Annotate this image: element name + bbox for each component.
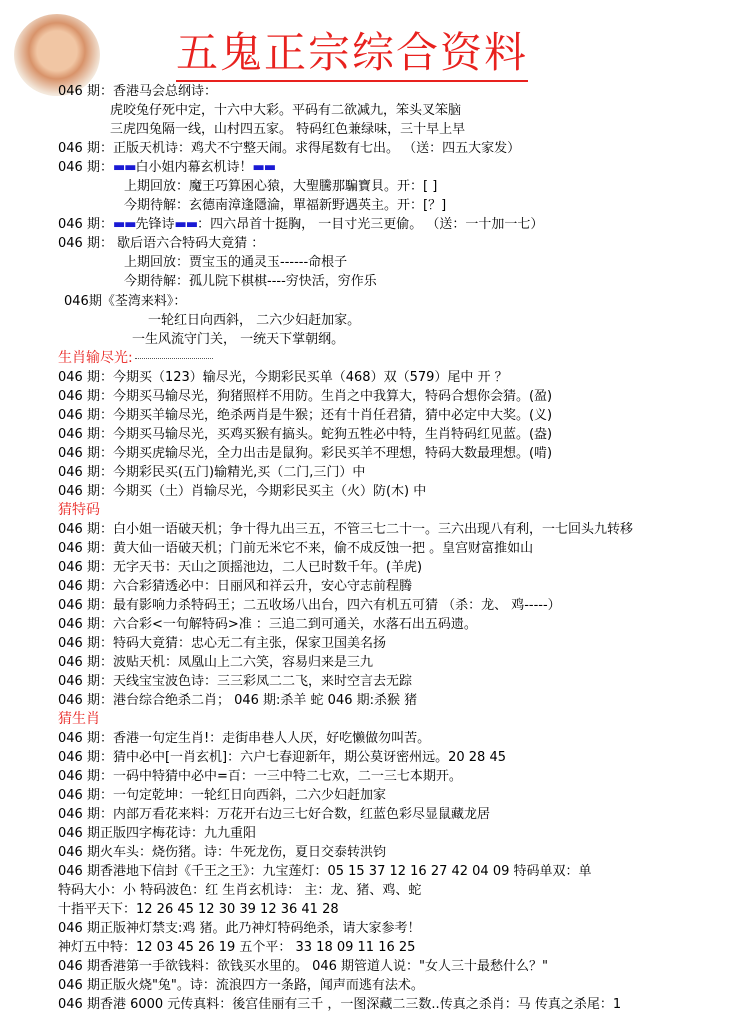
text-line [124,253,347,272]
text-line [58,139,520,158]
text-line [58,615,477,634]
text-line [58,786,386,805]
line-text: 三虎四兔隔一线，山村四五家。 特码红色兼绿味，三十早上早 [110,122,466,137]
text-line [58,995,621,1014]
text-line [58,482,426,501]
line-text: 046 期香港 6000 元传真料：後宫佳丽有三千 ，一图深藏二三数..传真之杀肖：马 传真之杀尾：1 [58,997,622,1012]
bar-glyph: ▬▬ [112,160,136,175]
line-text: 046 期：港台综合绝杀二肖； 046 期:杀羊 蛇 046 期:杀猴 猪 [58,693,418,708]
line-text: 046 期：六合彩<一句解特码>准 ：三追二到可通关，水落石出五码遗。 [58,617,477,632]
line-text: 046 期：一码中特猜中必中=百：一三中特二七欢，二一三七本期开。 [58,769,462,784]
line-prefix: 046 期： [58,217,113,232]
section-heading [58,349,215,368]
text-line [58,158,275,177]
line-text: 046 期：香港马会总纲诗： [58,84,217,99]
line-text: 今期待解：孤儿院下棋棋----穷快活，穷作乐 [124,274,377,289]
text-line [58,596,561,615]
line-text: 一生风流守门关， 一统天下掌朝纲。 [132,332,345,347]
text-line [58,558,422,577]
line-text: 046 期：黄大仙一语破天机；门前无米它不来，偷不成反蚀一把 。皇宫财富推如山 [58,541,534,556]
text-line [58,729,430,748]
line-text: 046 期：今期彩民买(五门)输精光,买（二门,三门）中 [58,465,366,480]
line-text: 046 期：今期买虎输尽光，全力出击是鼠狗。彩民买羊不理想，特码大数最理想。(啃) [58,446,553,461]
text-line [58,938,415,957]
line-text: 046 期：无字天书：天山之顶摇池边，二人已时数千年。(羊虎) [58,560,423,575]
text-line [64,292,186,311]
line-text: 046 期：今期买马输尽光，狗猪照样不用防。生肖之中我算大，特码合想你会猜。(盈) [58,389,553,404]
line-text: 046 期：特码大竟猜：忠心无二有主张，保家卫国美名扬 [58,636,386,651]
text-line [58,767,462,786]
text-line [58,539,533,558]
line-text: 046 期：正版天机诗：鸡犬不宁整天闹。求得尾数有七出。 （送：四五大家发） [58,141,521,156]
text-line [58,805,490,824]
text-line [58,520,633,539]
section-heading [58,501,100,520]
bar-glyph: ▬▬ [174,217,198,232]
text-line [124,272,377,291]
text-line [58,672,412,691]
line-text: 一轮红日向西斜， 二六少妇赶加家。 [148,313,361,328]
text-line [58,634,386,653]
text-line [58,215,543,234]
line-text: 046 期香港第一手欲钱料：欲钱买水里的。 046 期管道人说："女人三十最愁什么？" [58,959,548,974]
line-text: 神灯五中特：12 03 45 26 19 五个平： 33 18 09 11 16 25 [58,940,416,955]
text-line [58,406,552,425]
line-text: 046 期正版四字梅花诗：九九重阳 [58,826,256,841]
text-line [58,234,264,253]
line-text: 046 期香港地下信封《千王之王》：九宝莲灯：05 15 37 12 16 27 42 04 09 特码单双：单 [58,864,592,879]
line-text: 046 期：香港一句定生肖!：走街串巷人人厌，好吃懒做勿叫苦。 [58,731,431,746]
line-text: 046 期：内部万看花来料：万花开右边三七好合数，红蓝色彩尽显鼠藏龙居 [58,807,490,822]
line-text: 046期《荃湾来料》： [64,294,187,309]
text-line [110,101,461,120]
text-line [148,311,360,330]
line-text: 046 期正版神灯禁支:鸡 猪。此乃神灯特码绝杀，请大家参考！ [58,921,421,936]
line-text: 046 期：今期买马输尽光，买鸡买猴有搞头。蛇狗五牲必中特，生肖特码红见蓝。(盎) [58,427,553,442]
line-text: 046 期：波贴天机：凤凰山上二六笑，容易归来是三九 [58,655,373,670]
line-text: 白小姐内幕玄机诗！ [135,160,253,175]
line-text: 猜特码 [58,502,100,518]
line-text: 猜生肖 [58,711,100,727]
text-line [58,425,552,444]
text-line [124,196,446,215]
line-text: 上期回放：魔王巧算困心猿，大聖騰那騙寶貝。开：[ ] [124,179,438,194]
line-text: 今期待解：玄德南漳逢隱淪，單福新野遇英主。开：[？] [124,198,447,213]
text-line [58,862,592,881]
text-line [124,177,437,196]
text-line [58,444,552,463]
line-text: 十指平天下：12 26 45 12 30 39 12 36 41 28 [58,902,339,917]
text-line [58,577,412,596]
line-text: 046 期：今期买（土）肖输尽光，今期彩民买主（火）防(木) 中 [58,484,427,499]
line-text: 特码大小：小 特码波色：红 生肖玄机诗： 主：龙、猪、鸡、蛇 [58,883,422,898]
title-underline [176,80,528,82]
bar-glyph: ▬▬ [252,160,276,175]
dotted-fill [135,357,213,359]
line-text: 046 期正版火烧"兔"。诗：流浪四方一条路，闻声而逃有法术。 [58,978,424,993]
line-text: 046 期：今期买（123）输尽光，今期彩民买单（468）双（579）尾中 开 ？ [58,370,508,385]
line-text: 虎咬兔仔死中定，十六中大彩。平码有二欲减九，笨头叉笨脑 [110,103,462,118]
text-line [58,82,217,101]
text-line [58,824,256,843]
line-text: 046 期：猜中必中[一肖玄机]：六户七春迎新年，期公莫讶密州远。20 28 45 [58,750,506,765]
line-text: 046 期：白小姐一语破天机；争十得九出三五，不管三七二十一。三六出现八有利，一七回头九转移 [58,522,633,537]
text-line [58,957,548,976]
line-text: 046 期：天线宝宝波色诗：三三彩凤二二飞，来时空言去无踪 [58,674,412,689]
page-title: 五鬼正宗综合资料 [176,28,529,77]
text-line [58,976,424,995]
line-text: 上期回放：贾宝玉的通灵玉------命根子 [124,255,348,270]
text-line [58,653,373,672]
text-line [58,748,506,767]
line-text: 046 期：一句定乾坤：一轮红日向西斜，二六少妇赶加家 [58,788,386,803]
text-line [132,330,344,349]
line-text: 046 期火车头：烧伤猪。诗：牛死龙伤，夏日交泰转洪钧 [58,845,386,860]
text-line [58,691,417,710]
text-line [110,120,465,139]
line-suffix: ：四六昂首十挺胸， 一目寸光三更偷。 （送：一十加一七） [197,217,544,232]
text-line [58,368,508,387]
text-line [58,919,420,938]
line-text: 046 期：六合彩猜透必中：日丽风和祥云升，安心守志前程腾 [58,579,412,594]
line-text: 046 期： 歇后语六合特码大竟猜 ： [58,236,265,251]
line-text: 生肖输尽光: [58,350,133,366]
text-line [58,387,552,406]
line-text: 046 期：最有影响力杀特码王；二五收场八出台，四六有机五可猜 （杀：龙、 鸡-----） [58,598,561,613]
text-line [58,900,339,919]
line-prefix: 046 期： [58,160,113,175]
bar-glyph: ▬▬ [112,217,136,232]
line-text: 先锋诗 [135,217,175,232]
text-line [58,881,421,900]
text-line [58,843,386,862]
text-line [58,463,365,482]
line-text: 046 期：今期买羊输尽光，绝杀两肖是牛猴；还有十肖任君猜，猜中必定中大奖。(义) [58,408,553,423]
section-heading [58,710,100,729]
